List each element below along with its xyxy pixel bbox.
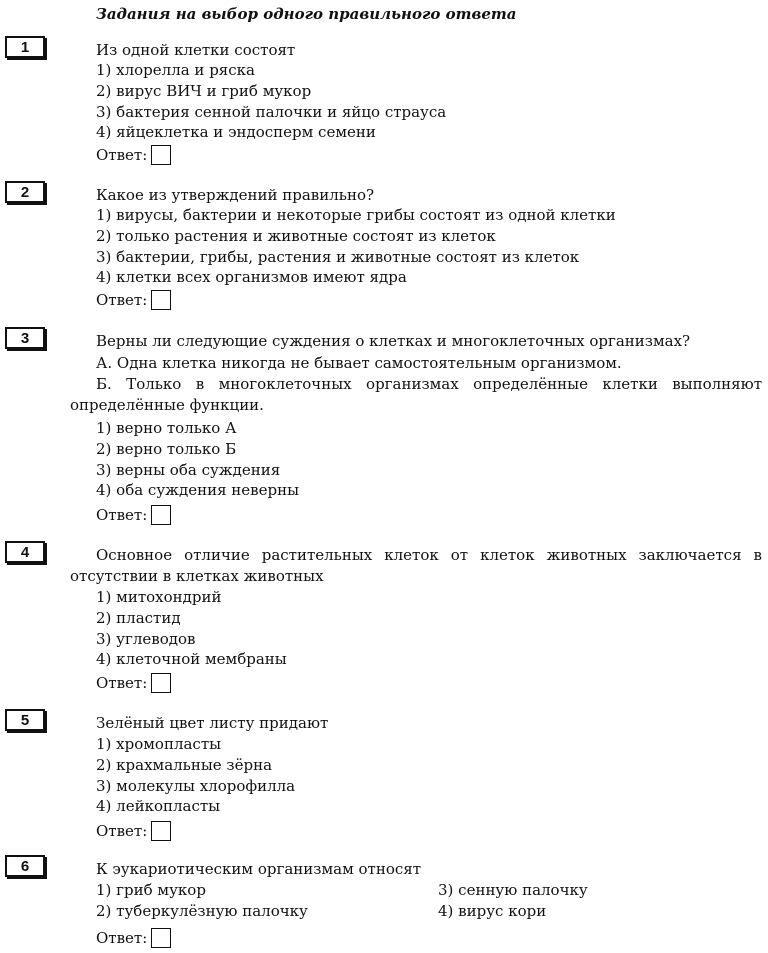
option-1: 1) хлорелла и ряска [96, 61, 255, 79]
task-number: 3 [5, 327, 45, 349]
task-number: 5 [5, 709, 45, 731]
option-2: 2) крахмальные зёрна [96, 755, 273, 774]
task-number: 1 [5, 36, 45, 58]
option-4: 4) яйцеклетка и эндосперм семени [96, 123, 376, 142]
task-number: 2 [5, 181, 45, 203]
answer-box[interactable] [151, 145, 171, 165]
option-2: 2) только растения и животные состоят из клеток [96, 226, 496, 245]
answer-label: Ответ: [96, 291, 148, 309]
option-3: 3) молекулы хлорофилла [96, 776, 296, 795]
option-2: 2) туберкулёзную палочку [96, 902, 308, 920]
answer-label: Ответ: [96, 146, 148, 164]
option-1: 1) гриб мукор [96, 881, 206, 899]
answer-label: Ответ: [96, 506, 148, 524]
options-list [96, 734, 295, 817]
question-text: Основное отличие растительных клеток от клеток животных заключается в отсутствии в клетках животных [70, 546, 762, 585]
option-3: 3) верны оба суждения [96, 460, 281, 479]
option-1: 1) вирусы, бактерии и некоторые грибы состоят из одной клетки [96, 206, 616, 224]
options-list [96, 587, 287, 670]
answer-box[interactable] [151, 821, 171, 841]
question-text: Какое из утверждений правильно? [96, 186, 375, 204]
option-3: 3) бактерии, грибы, растения и животные состоят из клеток [96, 247, 580, 266]
option-2: 2) пластид [96, 608, 181, 627]
option-3: 3) бактерия сенной палочки и яйцо страуса [96, 102, 447, 121]
answer-label: Ответ: [96, 929, 148, 947]
statement-b: Б. Только в многоклеточных организмах определённые клетки выполняют определённые функции. [70, 375, 762, 414]
section-heading: Задания на выбор одного правильного ответа [96, 5, 517, 23]
option-1: 1) митохондрий [96, 588, 222, 606]
question-text: Зелёный цвет листу придают [96, 714, 329, 732]
option-3: 3) сенную палочку [438, 881, 588, 899]
option-4: 4) клеточной мембраны [96, 650, 287, 669]
answer-row [96, 820, 175, 842]
task-number: 4 [5, 541, 45, 563]
option-1: 1) хромопласты [96, 735, 222, 753]
question-text: Верны ли следующие суждения о клетках и многоклеточных организмах? [96, 332, 691, 350]
question-text: Из одной клетки состоят [96, 41, 296, 59]
option-4: 4) лейкопласты [96, 797, 221, 816]
answer-label: Ответ: [96, 674, 148, 692]
answer-box[interactable] [151, 928, 171, 948]
task-number: 6 [5, 855, 45, 877]
answer-box[interactable] [151, 673, 171, 693]
answer-row [96, 289, 175, 311]
answer-label: Ответ: [96, 822, 148, 840]
answer-row [96, 144, 175, 166]
option-4: 4) клетки всех организмов имеют ядра [96, 268, 407, 287]
option-4: 4) оба суждения неверны [96, 481, 300, 500]
option-3: 3) углеводов [96, 629, 196, 648]
options-list [96, 60, 446, 143]
answer-box[interactable] [151, 505, 171, 525]
answer-box[interactable] [151, 290, 171, 310]
answer-row [96, 504, 175, 526]
option-4: 4) вирус кори [438, 902, 547, 920]
option-2: 2) верно только Б [96, 439, 237, 458]
answer-row [96, 672, 175, 694]
options-list [96, 418, 299, 501]
options-list [96, 205, 616, 288]
option-1: 1) верно только А [96, 419, 237, 437]
question-text: К эукариотическим организмам относят [96, 860, 422, 878]
answer-row [96, 927, 175, 949]
option-2: 2) вирус ВИЧ и гриб мукор [96, 81, 312, 100]
statement-a: А. Одна клетка никогда не бывает самостоятельным организмом. [96, 354, 622, 372]
